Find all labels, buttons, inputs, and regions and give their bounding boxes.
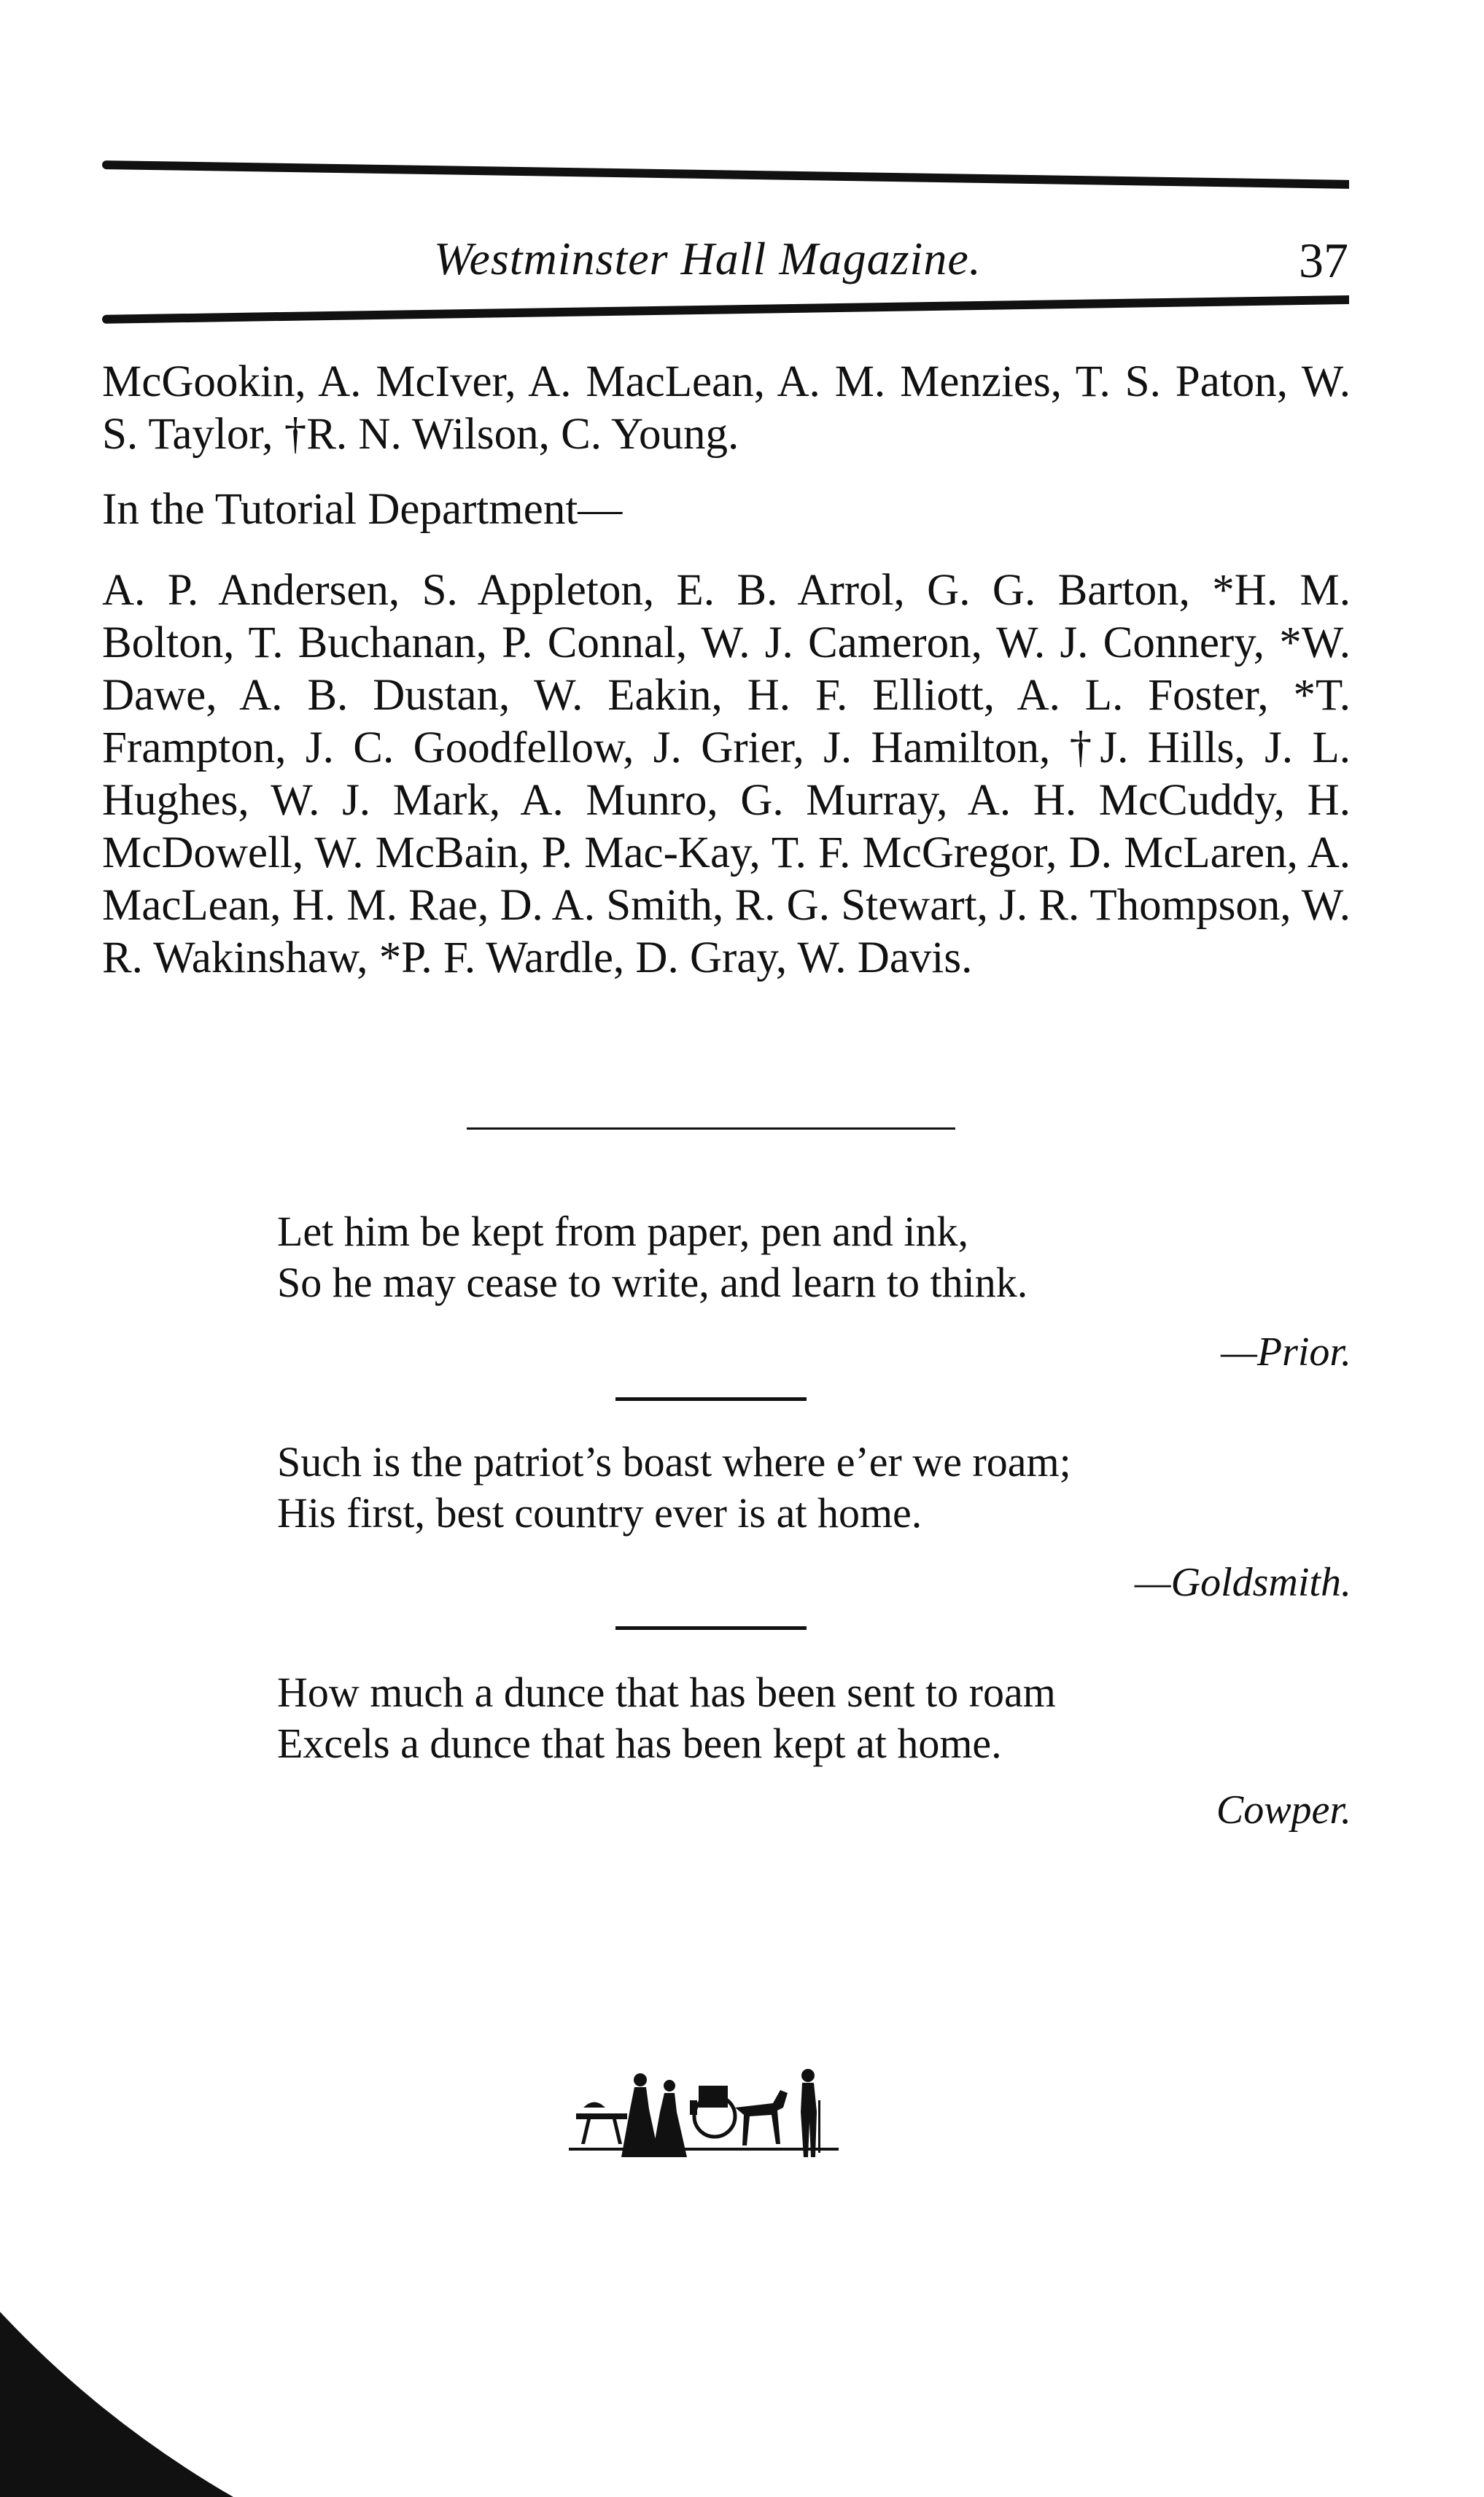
quote-line: Let him be kept from paper, pen and ink, — [277, 1208, 968, 1255]
section-divider — [467, 1127, 955, 1130]
silhouette-procession-icon — [562, 2049, 853, 2180]
quote-cowper — [277, 1667, 1056, 1769]
page-number: 37 — [1299, 233, 1348, 288]
quote-divider — [615, 1397, 807, 1401]
running-title: Westminster Hall Magazine. — [434, 233, 982, 284]
quote-attribution: —Goldsmith. — [1134, 1560, 1351, 1605]
quote-line: Excels a dunce that has been kept at home. — [277, 1720, 1002, 1767]
quote-goldsmith — [277, 1437, 1071, 1539]
quote-attribution: —Prior. — [1221, 1329, 1351, 1375]
header-rule-bottom — [102, 295, 1349, 324]
names-continued-paragraph: McGookin, A. McIver, A. MacLean, A. M. Menzies, T. S. Paton, W. S. Taylor, †R. N. Wilson, C. Young. — [102, 357, 1351, 459]
header-rule-top — [102, 160, 1349, 189]
quote-line: How much a dunce that has been sent to roam — [277, 1669, 1056, 1716]
department-heading: In the Tutorial Department— — [102, 485, 623, 534]
quote-prior — [277, 1206, 1027, 1308]
quote-line: So he may cease to write, and learn to think. — [277, 1259, 1028, 1306]
page-corner-shadow — [0, 2312, 233, 2497]
quote-line: Such is the patriot’s boast where e’er we roam; — [277, 1438, 1071, 1486]
department-names-paragraph: A. P. Andersen, S. Appleton, E. B. Arrol, G. G. Barton, *H. M. Bolton, T. Buchanan, P. Connal, W. J. Cameron, W. J. Connery, *W. Dawe, A. B. Dustan, W. Eakin, H. F. Elliott, A. L. Foster, *T. Frampton, J. C. Goodfellow, J. Grier, J. Hamilton, †J. Hills, J. L. Hughes, W. J. Mark, A. Munro, G. Murray, A. H. McCuddy, H. McDowell, W. McBain, P. Mac-Kay, T. F. McGregor, D. McLaren, A. MacLean, H. M. Rae, D. A. Smith, R. G. Stewart, J. R. Thompson, W. R. Wakinshaw, *P. F. Wardle, D. Gray, W. Davis. — [102, 566, 1351, 982]
quote-line: His first, best country ever is at home. — [277, 1489, 922, 1537]
quote-divider — [615, 1626, 807, 1630]
quote-attribution: Cowper. — [1216, 1787, 1351, 1833]
